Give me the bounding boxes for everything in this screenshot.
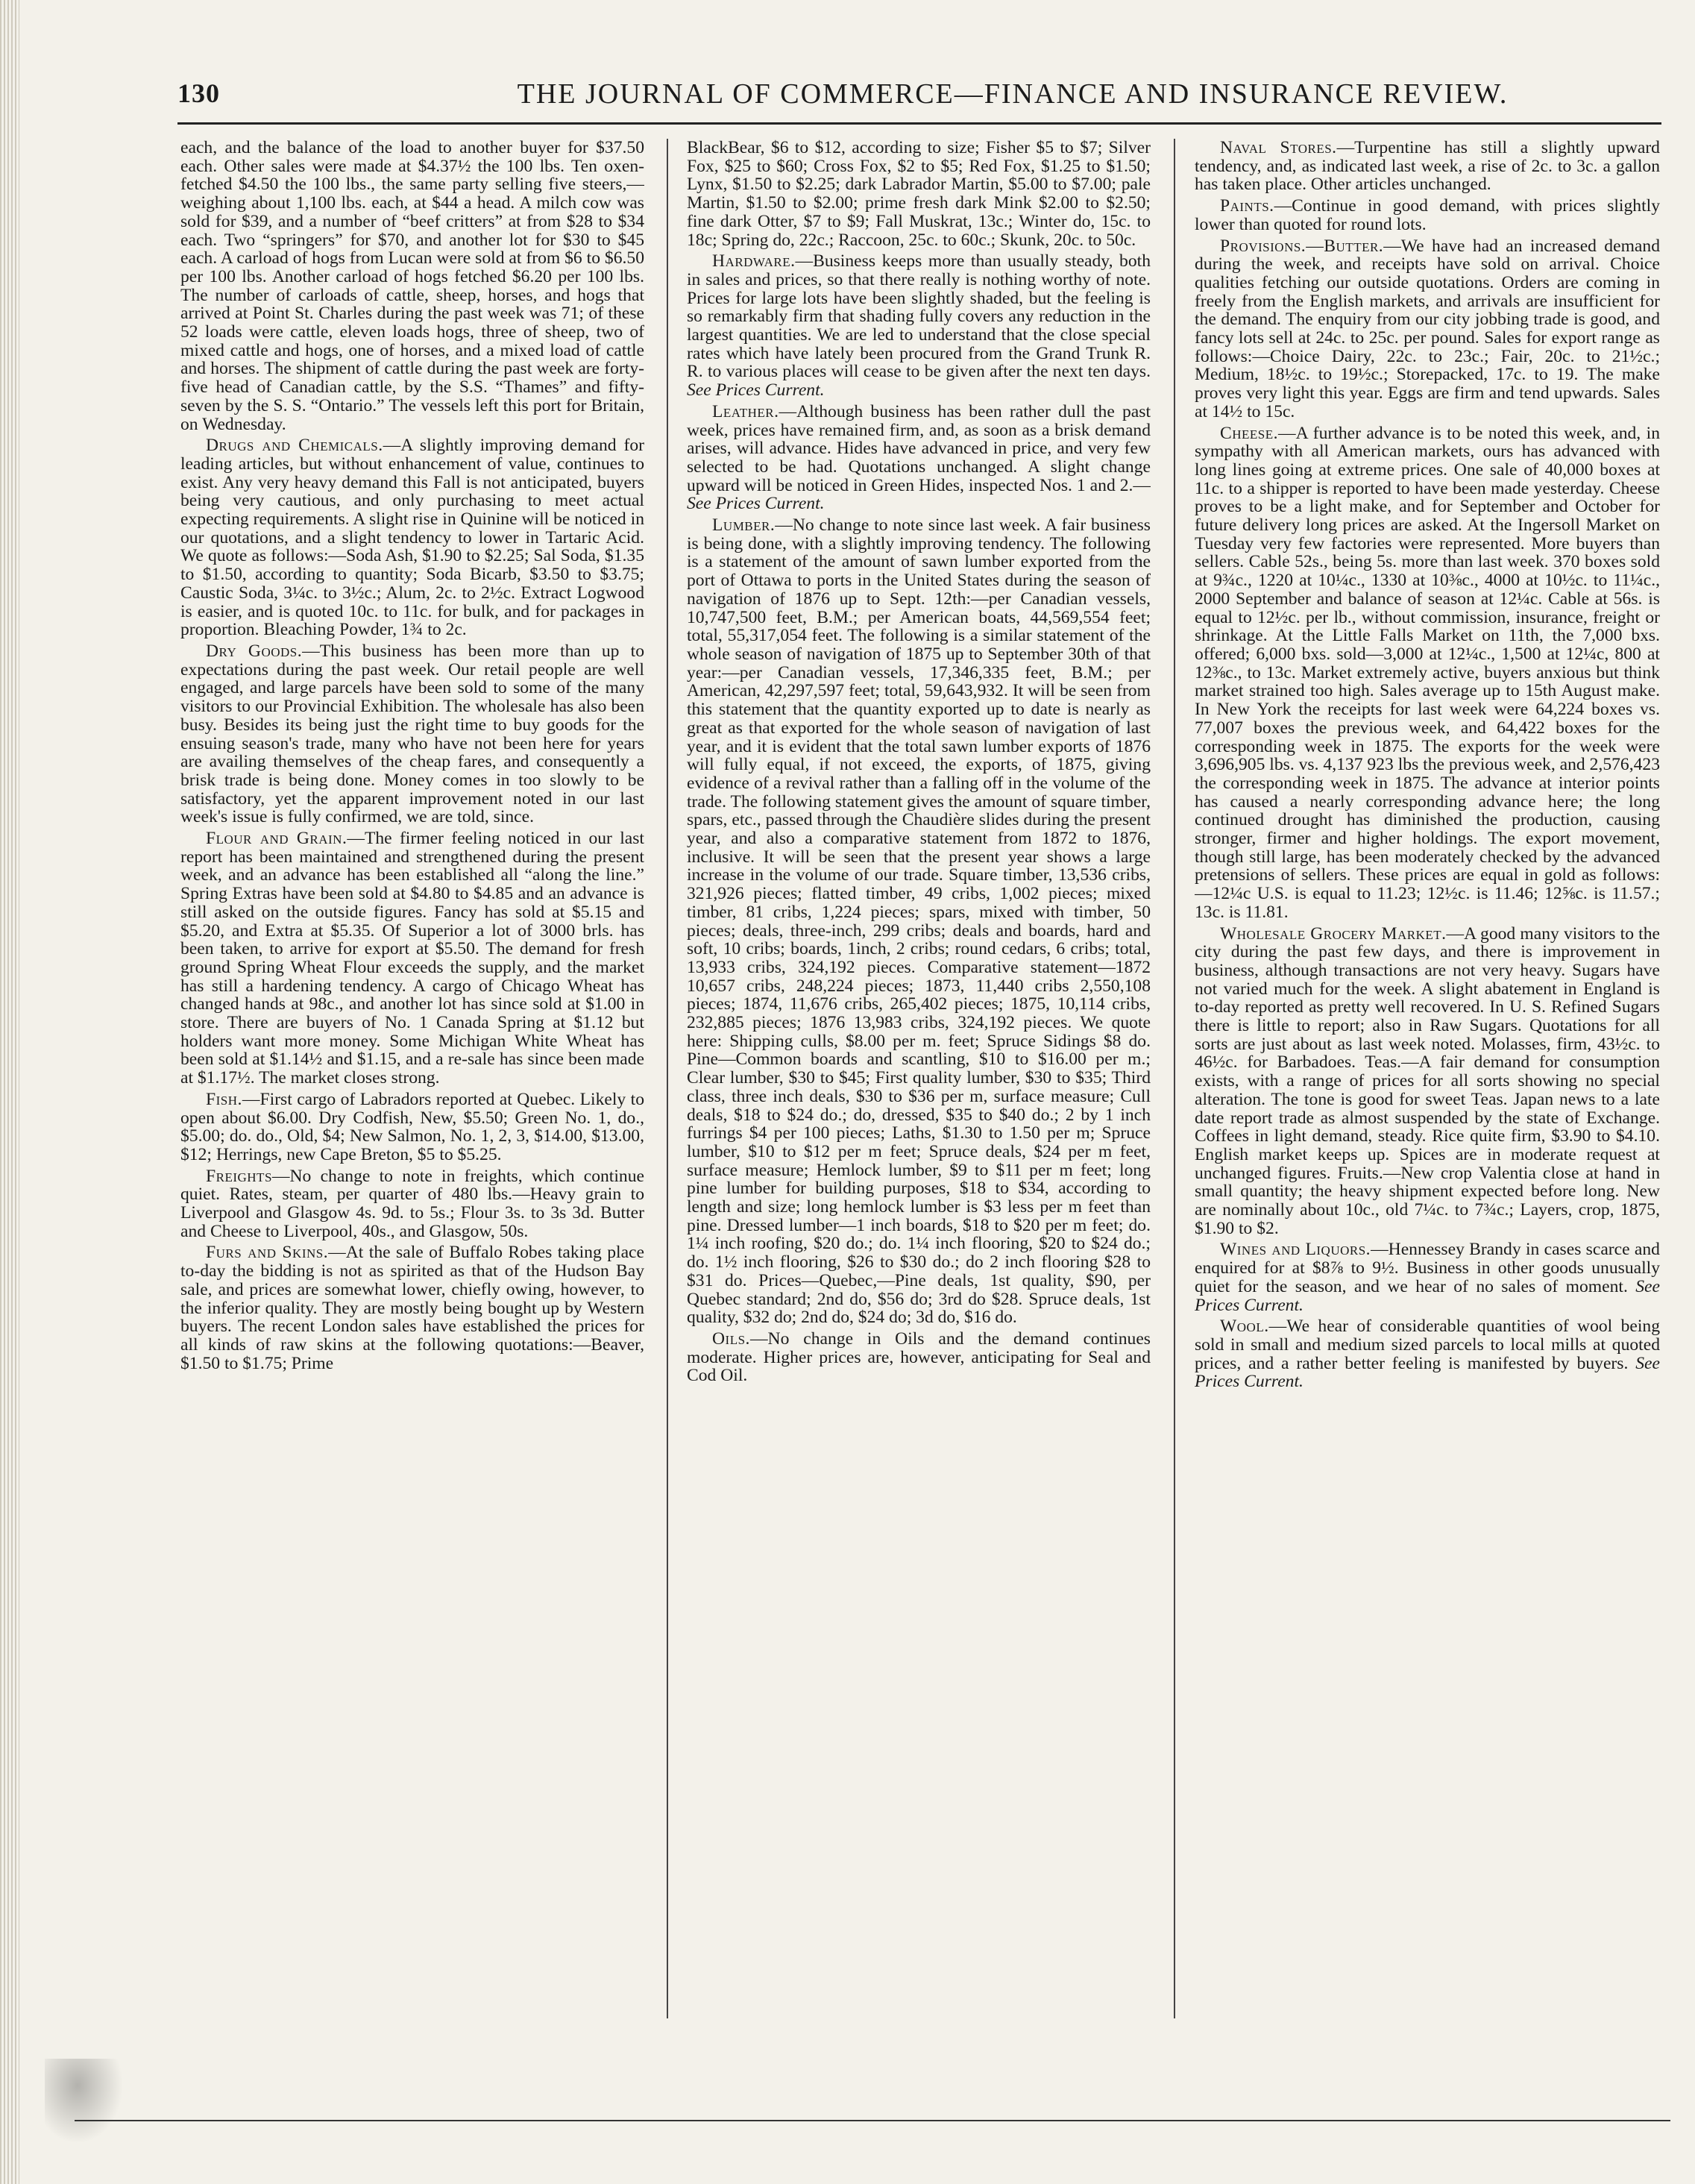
page-header xyxy=(177,78,1661,116)
section-heading: Flour and Grain. xyxy=(206,829,348,849)
section-heading: Dry Goods. xyxy=(206,641,303,661)
section-heading: Naval Stores. xyxy=(1220,139,1337,157)
section-heading: Leather. xyxy=(712,401,779,421)
column-2 xyxy=(687,139,1151,1996)
section-heading: Lumber. xyxy=(712,515,776,536)
section-heading: Provisions.—Butter. xyxy=(1220,236,1384,256)
column-separator xyxy=(1174,139,1175,2018)
prices-current-reference: See Prices Current. xyxy=(1195,1353,1660,1392)
ink-smudge xyxy=(45,2059,127,2148)
article-paragraph xyxy=(1195,139,1660,194)
article-paragraph xyxy=(180,1243,644,1372)
section-heading: Cheese. xyxy=(1220,423,1279,443)
column-1 xyxy=(180,139,644,1996)
section-heading: Wool. xyxy=(1220,1317,1269,1337)
paragraph-body: —Hennessey Brandy in cases scarce and enquired for at $8⅞ to 9½. Business in other goods unusually quiet for the season, and we hear of no sales of moment. xyxy=(1195,1240,1660,1296)
article-paragraph xyxy=(1195,197,1660,233)
article-paragraph xyxy=(180,642,644,826)
article-paragraph xyxy=(180,139,644,433)
section-heading: Furs and Skins. xyxy=(206,1243,329,1263)
section-heading: Oils. xyxy=(712,1329,750,1349)
article-paragraph xyxy=(1195,424,1660,922)
article-paragraph xyxy=(180,829,644,1088)
section-heading: Freights xyxy=(206,1166,272,1186)
article-paragraph xyxy=(687,1330,1151,1385)
section-heading: Fish. xyxy=(206,1089,242,1109)
paragraph-body: —A slightly improving demand for leading articles, but without enhancement of value, continues to exist. Any very heavy demand this Fall is not anticipated, buyers being very cautious, and only purchasing to meet actual expecting requirements. A slight rise in Quinine will be noticed in our quotations, and a slight tendency to lower in Tartaric Acid. We quote as follows:—Soda Ash, $1.90 to $2.25; Sal Soda, $1.35 to $1.50, according to quantity; Soda Bicarb, $3.50 to $3.75; Caustic Soda, 3¼c. to 3½c.; Alum, 2c. to 2½c. Extract Logwood is easier, and is quoted 10c. to 11c. for bulk, and for packages in proportion. Bleaching Powder, 1¾ to 2c. xyxy=(180,436,644,640)
article-paragraph xyxy=(1195,1317,1660,1391)
prices-current-reference: See Prices Current. xyxy=(687,494,825,514)
article-paragraph xyxy=(180,1091,644,1164)
paragraph-body: —This business has been more than up to expectations during the past week. Our retail people are well engaged, and large parcels have been sold to some of the many visitors to our Provincial Exhibition. The wholesale has also been busy. Besides its being just the right time to buy goods for the ensuing season's trade, many who have not been here for years are availing themselves of the cheap fares, and consequently a brisk trade is being done. Money comes in too slowly to be satisfactory, yet the apparent improvement noted in our last week's issue is fully confirmed, we are told, since. xyxy=(180,641,644,827)
section-heading: Wines and Liquors. xyxy=(1220,1240,1371,1260)
paragraph-body: —Continue in good demand, with prices slightly lower than quoted for round lots. xyxy=(1195,196,1660,234)
page-number: 130 xyxy=(177,78,220,108)
section-heading: Hardware. xyxy=(712,251,796,272)
paragraph-body: —First cargo of Labradors reported at Quebec. Likely to open about $6.00. Dry Codfish, New, $5.50; Green No. 1, do., $5.00; do. do., Old, $4; New Salmon, No. 1, 2, 3, $14.00, $13.00, $12; Herrings, new Cape Breton, $5 to $5.25. xyxy=(180,1089,644,1164)
paragraph-body: —The firmer feeling noticed in our last report has been maintained and strengthened during the present week, and an advance has been established all “along the line.” Spring Extras have been sold at $4.80 to $4.85 and an advance is still asked on the outside figures. Fancy has sold at $5.15 and $5.20, and Extra at $5.35. Of Superior a lot of 3000 brls. has been taken, to arrive for export at $5.50. The demand for fresh ground Spring Wheat Flour exceeds the supply, and the market has still a hardening tendency. A cargo of Chicago Wheat has changed hands at 98c., and another lot has since sold at $1.00 in store. There are buyers of No. 1 Canada Spring at $1.12 but holders want more money. Some Michigan White Wheat has been sold at $1.14½ and $1.15, and a re-sale has since been made at $1.17½. The market closes strong. xyxy=(180,829,644,1088)
paragraph-body: BlackBear, $6 to $12, according to size; Fisher $5 to $7; Silver Fox, $25 to $60; Cross Fox, $2 to $5; Red Fox, $1.25 to $1.50; Lynx, $1.50 to $2.25; dark Labrador Martin, $5.00 to $7.00; pale Martin, $1.50 to $2.00; prime fresh dark Mink $2.00 to $2.50; fine dark Otter, $7 to $9; Fall Muskrat, 13c.; Winter do, 15c. to 18c; Spring do, 22c.; Raccoon, 25c. to 60c.; Skunk, 20c. to 50c. xyxy=(687,139,1151,250)
paragraph-body: —A good many visitors to the city during the past few days, and there is improvement in business, although transactions are not very heavy. Sugars have not varied much for the week. A slight abatement in England is to-day reported as pretty well recovered. In U. S. Refined Sugars there is little to report; also in Raw Sugars. Quotations for all sorts are just about as last week noted. Molasses, firm, 43½c. to 46½c. for Barbadoes. Teas.—A fair demand for consumption exists, with a range of prices for all sorts showing no special alteration. The tone is good for sweet Teas. Japan news to a late date report trade as almost suspended by the state of Exchange. Coffees in light demand, steady. Rice quite firm, $3.90 to $4.10. English market keeps up. Spices are in moderate request at unchanged figures. Fruits.—New crop Valentia close at hand in small quantity; the heavy shipment expected before long. New are nominally about 10c., old 7¼c. to 7¾c.; Layers, crop, 1875, $1.90 to $2. xyxy=(1195,923,1660,1238)
article-paragraph xyxy=(180,436,644,639)
article-paragraph xyxy=(1195,237,1660,421)
article-paragraph xyxy=(1195,1240,1660,1314)
prices-current-reference: See Prices Current. xyxy=(1195,1276,1660,1315)
article-paragraph xyxy=(687,252,1151,400)
paragraph-body: —No change in Oils and the demand continues moderate. Higher prices are, however, anticipating for Seal and Cod Oil. xyxy=(687,1329,1151,1386)
article-paragraph xyxy=(1195,925,1660,1238)
article-paragraph xyxy=(687,403,1151,513)
prices-current-reference: See Prices Current. xyxy=(687,380,825,401)
paragraph-body: —A further advance is to be noted this week, and, in sympathy with all American markets, ours has advanced with long lines going at extreme prices. One sale of 40,000 boxes at 11c. to a shipper is reported to have been made yesterday. Cheese proves to be a light make, and for September and October for future delivery long prices are asked. At the Ingersoll Market on Tuesday very few factories were represented. More buyers than sellers. Cable 52s., being 5s. more than last week. 370 boxes sold at 9¾c., 1220 at 10¼c., 1330 at 10⅜c., 4000 at 10½c. to 11¼c., 2000 September and balance of season at 12¼c. Cable at 56s. is equal to 12½c. per lb., without commission, insurance, freight or shrinkage. At the Little Falls Market on 11th, the 7,000 bxs. offered; 6,000 bxs. sold—3,000 at 12¼c., 1,500 at 12¼c, 800 at 12⅜c., to 13c. Market extremely active, buyers anxious but think market strained too high. Sales average up to 15th August make. In New York the receipts for last week were 64,224 boxes vs. 77,007 boxes the previous week, and 64,422 boxes for the corresponding week in 1875. The exports for the week were 3,696,905 lbs. vs. 4,137 923 lbs the previous week, and 2,576,423 the corresponding week in 1875. The advance at interior points has caused a nearly corresponding advance here; the long continued drought has diminished the production, causing stronger, firmer and higher holdings. The export movement, though still large, has been moderately checked by the advanced pretensions of sellers. These prices are equal in gold as follows:—12¼c U.S. is equal to 11.23; 12½c. is 11.46; 12⅝c. is 11.57.; 13c. is 11.81. xyxy=(1195,423,1660,922)
header-rule xyxy=(177,122,1661,125)
paragraph-body: —Although business has been rather dull the past week, prices have remained firm, and, as soon as a brisk demand arises, will advance. Hides have advanced in price, and very few selected to be had. Quotations unchanged. A slight change upward will be noticed in Green Hides, inspected Nos. 1 and 2.— xyxy=(687,401,1151,495)
paragraph-body: —No change to note since last week. A fair business is being done, with a slightly improving tendency. The following is a statement of the amount of sawn lumber exported from the port of Ottawa to ports in the United States during the season of navigation of 1876 up to Sept. 12th:—per Canadian vessels, 10,747,500 feet, B.M.; per American boats, 44,569,554 feet; total, 55,317,054 feet. The following is a similar statement of the whole season of navigation of 1875 up to September 30th of that year:—per Canadian vessels, 17,346,335 feet, B.M.; per American, 42,297,597 feet; total, 59,643,932. It will be seen from this statement that the quantity exported up to date is nearly as great as that exported for the whole season of navigation of last year, and it is evident that the total sawn lumber exports of 1876 will fully equal, if not exceed, the exports, of 1875, giving evidence of a revival rather than a falling off in the volume of the trade. The following statement gives the amount of square timber, spars, etc., passed through the Chaudière slides during the present year, and also a comparative statement from 1872 to 1876, inclusive. It will be seen that the present year shows a large increase in the volume of our trade. Square timber, 13,536 cribs, 321,926 pieces; flatted timber, 49 cribs, 1,002 pieces; mixed timber, 81 cribs, 1,224 pieces; spars, mixed with timber, 50 pieces; deals, three-inch, 299 cribs; deals and boards, hard and soft, 10 cribs; boards, 1inch, 2 cribs; round cedars, 6 cribs; total, 13,933 cribs, 324,192 pieces. Comparative statement—1872 10,657 cribs, 248,224 pieces; 1873, 11,440 cribs 2,550,108 pieces; 1874, 11,676 cribs, 265,402 pieces; 1875, 10,114 cribs, 232,885 pieces; 1876 13,983 cribs, 324,192 pieces. We quote here: Shipping culls, $8.00 per m. feet; Spruce Sidings $8 do. Pine—Common boards and scantling, $10 to $16.00 per m.; Clear lumber, $30 to $45; First quality lumber, $30 to $35; Third class, three inch deals, $30 to $36 per m, surface measure; Cull deals, $18 to $24 do.; do, dressed, $35 to $40 do.; 2 by 1 inch furrings $4 per 100 pieces; Laths, $1.30 to 1.50 per m; Spruce lumber, $10 to $12 per m feet; Spruce deals, $24 per m feet, surface measure; Hemlock lumber, $9 to $11 per m feet; long pine lumber for building purposes, $18 to $34, according to length and size; long hemlock lumber is $3 less per m feet than pine. Dressed lumber—1 inch boards, $18 to $20 per m feet; do. 1¼ inch roofing, $20 do.; do. 1¼ inch flooring, $20 to $24 do.; do. 1½ inch flooring, $26 to $30 do.; do 2 inch flooring $28 to $31 do. Prices—Quebec,—Pine deals, 1st quality, $90, per Quebec standard; 2nd do, $56 do; 3rd do $28. Spruce deals, 1st quality, $32 do; 2nd do, $24 do; 3d do, $16 do. xyxy=(687,515,1151,1328)
paragraph-body: each, and the balance of the load to another buyer for $37.50 each. Other sales were made at $4.37½ the 100 lbs. Ten oxen-fetched $4.50 the 100 lbs., the same party selling five steers,—weighing about 1,100 lbs. each, at $44 a head. A milch cow was sold for $39, and a number of “beef critters” at from $28 to $34 each. Two “springers” for $70, and another lot for $30 to $45 each. A carload of hogs from Lucan were sold at from $6 to $6.50 per 100 lbs. Another carload of hogs fetched $6.20 per 100 lbs. The number of carloads of cattle, sheep, horses, and hogs that arrived at Point St. Charles during the past week was 71; of these 52 loads were cattle, eleven loads hogs, three of sheep, two of mixed cattle and hogs, one of horses, and a mixed load of cattle and horses. The shipment of cattle during the past week are forty-five head of Canadian cattle, by the S.S. “Thames” and fifty-seven by the S. S. “Ontario.” The vessels left this port for Britain, on Wednesday. xyxy=(180,139,644,434)
column-3 xyxy=(1195,139,1660,1996)
article-paragraph xyxy=(180,1167,644,1241)
binding-edge xyxy=(0,0,19,2184)
paragraph-body: —At the sale of Buffalo Robes taking place to-day the bidding is not as spirited as that of the Hudson Bay sale, and prices are somewhat lower, chiefly owing, however, to the inferior quality. They are mostly being bought up by Western buyers. The recent London sales have established the prices for all kinds of raw skins at the following quotations:—Beaver, $1.50 to $1.75; Prime xyxy=(180,1243,644,1373)
running-title: THE JOURNAL OF COMMERCE—FINANCE AND INSURANCE REVIEW. xyxy=(517,78,1509,110)
footer-rule xyxy=(75,2120,1670,2121)
section-heading: Paints. xyxy=(1220,196,1274,216)
article-paragraph xyxy=(687,516,1151,1327)
paragraph-body: —We have had an increased demand during the week, and receipts have sold on arrival. Choice qualities fetching our outside quotations. Orders are coming in freely from the English markets, and arrivals are insufficient for the demand. The enquiry from our city jobbing trade is good, and fancy lots sell at 24c. to 25c. per pound. Sales for export range as follows:—Choice Dairy, 22c. to 23c.; Fair, 20c. to 21½c.; Medium, 18½c. to 19½c.; Storepacked, 17c. to 19. The make proves very light this year. Eggs are firm and tend upwards. Sales at 14½ to 15c. xyxy=(1195,236,1660,421)
section-heading: Drugs and Chemicals. xyxy=(206,436,383,456)
column-separator xyxy=(667,139,668,2018)
paragraph-body: —We hear of considerable quantities of wool being sold in small and medium sized parcels to local mills at quoted prices, and a rather better feeling is manifested by buyers. xyxy=(1195,1317,1660,1373)
paragraph-body: —No change to note in freights, which continue quiet. Rates, steam, per quarter of 480 lbs.—Heavy grain to Liverpool and Glasgow 4s. 9d. to 5s.; Flour 3s. to 3s 3d. Butter and Cheese to Liverpool, 40s., and Glasgow, 50s. xyxy=(180,1166,644,1241)
section-heading: Wholesale Grocery Market. xyxy=(1220,923,1447,944)
paragraph-body: —Business keeps more than usually steady, both in sales and prices, so that there really is nothing worthy of note. Prices for large lots have been slightly shaded, but the feeling is so remarkably firm that shading fully covers any reduction in the largest quantities. We are led to understand that the close special rates which have lately been procured from the Grand Trunk R. R. to various places will cease to be given after the next ten days. xyxy=(687,251,1151,382)
article-paragraph xyxy=(687,139,1151,249)
paragraph-body: —Turpentine has still a slightly upward tendency, and, as indicated last week, a rise of 2c. to 3c. a gallon has taken place. Other articles unchanged. xyxy=(1195,139,1660,195)
